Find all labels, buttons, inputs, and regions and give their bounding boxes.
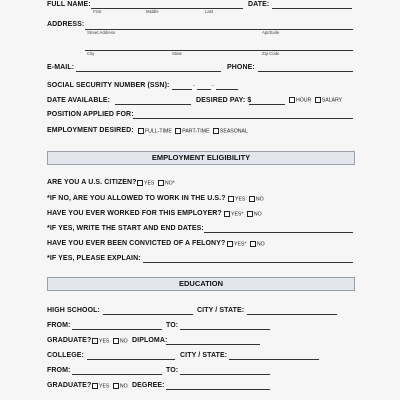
college-graduate-no-option: NO [119,383,128,390]
high-school-field[interactable] [103,314,193,315]
city-sublabel: City [87,51,95,56]
hs-city-state-field[interactable] [247,314,337,315]
ssn-part2-field[interactable] [197,89,211,90]
start-end-dates-label: *IF YES, WRITE THE START AND END DATES: [47,225,204,232]
seasonal-option: SEASONAL [219,128,248,135]
eligibility-section-header: EMPLOYMENT ELIGIBILITY [47,151,355,165]
college-to-label: TO: [166,367,179,374]
college-graduate-label: GRADUATE? [47,382,92,389]
position-field[interactable] [133,118,353,119]
college-graduate-yes-checkbox[interactable] [92,383,98,389]
date-field[interactable] [272,8,352,9]
state-sublabel: State [172,51,183,56]
hour-checkbox[interactable] [289,97,295,103]
hs-city-state-label: CITY / STATE: [197,307,245,314]
ssn-dash: - [212,83,214,89]
college-field[interactable] [87,359,175,360]
allowed-to-work-question: *IF NO, ARE YOU ALLOWED TO WORK IN THE U.S.? [47,195,226,202]
zip-sublabel: Zip Code [262,51,280,56]
citizen-no-checkbox[interactable] [158,180,164,186]
college-to-field[interactable] [180,374,270,375]
part-time-option: PART-TIME [182,128,210,135]
start-end-dates-field[interactable] [204,232,353,233]
apt-sublabel: Apt/Suite [262,30,280,35]
last-sublabel: Last [205,9,214,14]
college-city-state-label: CITY / STATE: [180,352,228,359]
hour-option: HOUR [296,97,312,104]
phone-label: PHONE: [227,64,255,71]
hs-graduate-label: GRADUATE? [47,337,92,344]
ssn-part1-field[interactable] [172,89,192,90]
worked-yes-checkbox[interactable] [224,211,230,217]
ssn-part3-field[interactable] [216,89,238,90]
diploma-label: DIPLOMA: [132,337,168,344]
position-label: POSITION APPLIED FOR: [47,111,134,118]
full-name-field[interactable] [91,8,243,9]
felony-question: HAVE YOU EVER BEEN CONVICTED OF A FELONY? [47,240,226,247]
date-available-label: DATE AVAILABLE: [47,97,111,104]
first-sublabel: First [93,9,102,14]
hs-from-field[interactable] [72,329,162,330]
full-name-label: FULL NAME: [47,1,91,8]
salary-checkbox[interactable] [315,97,321,103]
diploma-field[interactable] [166,344,260,345]
allowed-yes-checkbox[interactable] [228,196,234,202]
seasonal-checkbox[interactable] [213,128,219,134]
explain-label: *IF YES, PLEASE EXPLAIN: [47,255,141,262]
citizen-no-option: NO* [164,180,175,187]
education-section-header: EDUCATION [47,277,355,291]
felony-yes-checkbox[interactable] [227,241,233,247]
degree-field[interactable] [166,389,270,390]
ssn-dash: - [193,83,195,89]
hs-graduate-no-checkbox[interactable] [113,338,119,344]
ssn-label: SOCIAL SECURITY NUMBER (SSN): [47,82,170,89]
full-time-checkbox[interactable] [138,128,144,134]
felony-no-checkbox[interactable] [250,241,256,247]
hs-graduate-yes-option: YES [99,338,110,345]
desired-pay-label: DESIRED PAY: $ [196,97,252,104]
part-time-checkbox[interactable] [175,128,181,134]
desired-pay-field[interactable] [249,104,285,105]
phone-field[interactable] [258,71,353,72]
college-city-state-field[interactable] [229,359,319,360]
allowed-no-checkbox[interactable] [249,196,255,202]
hs-from-label: FROM: [47,322,71,329]
citizen-question: ARE YOU A U.S. CITIZEN? [47,179,137,186]
college-graduate-no-checkbox[interactable] [113,383,119,389]
hs-to-label: TO: [166,322,179,329]
worked-no-checkbox[interactable] [247,211,253,217]
citizen-yes-option: YES [144,180,155,187]
allowed-yes-option: YES [235,196,246,203]
salary-option: SALARY [321,97,343,104]
worked-no-option: NO [253,211,262,218]
college-label: COLLEGE: [47,352,84,359]
college-graduate-yes-option: YES [99,383,110,390]
address-label: ADDRESS: [47,21,85,28]
middle-sublabel: Middle [146,9,159,14]
felony-no-option: NO [256,241,265,248]
full-time-option: FULL-TIME [145,128,172,135]
date-available-field[interactable] [115,104,191,105]
worked-before-question: HAVE YOU EVER WORKED FOR THIS EMPLOYER? [47,210,222,217]
date-label: DATE: [248,1,270,8]
explain-field[interactable] [143,262,353,263]
hs-graduate-yes-checkbox[interactable] [92,338,98,344]
street-sublabel: Street Address [87,30,116,35]
email-label: E-MAIL: [47,64,75,71]
college-from-field[interactable] [72,374,162,375]
high-school-label: HIGH SCHOOL: [47,307,100,314]
college-from-label: FROM: [47,367,71,374]
employment-desired-label: EMPLOYMENT DESIRED: [47,127,134,134]
city-state-zip-field[interactable] [85,50,353,51]
citizen-yes-checkbox[interactable] [137,180,143,186]
email-field[interactable] [76,71,221,72]
hs-to-field[interactable] [180,329,270,330]
worked-yes-option: YES* [231,211,244,218]
allowed-no-option: NO [255,196,264,203]
degree-label: DEGREE: [132,382,165,389]
felony-yes-option: YES* [234,241,247,248]
hs-graduate-no-option: NO [119,338,128,345]
street-field[interactable] [85,29,353,30]
